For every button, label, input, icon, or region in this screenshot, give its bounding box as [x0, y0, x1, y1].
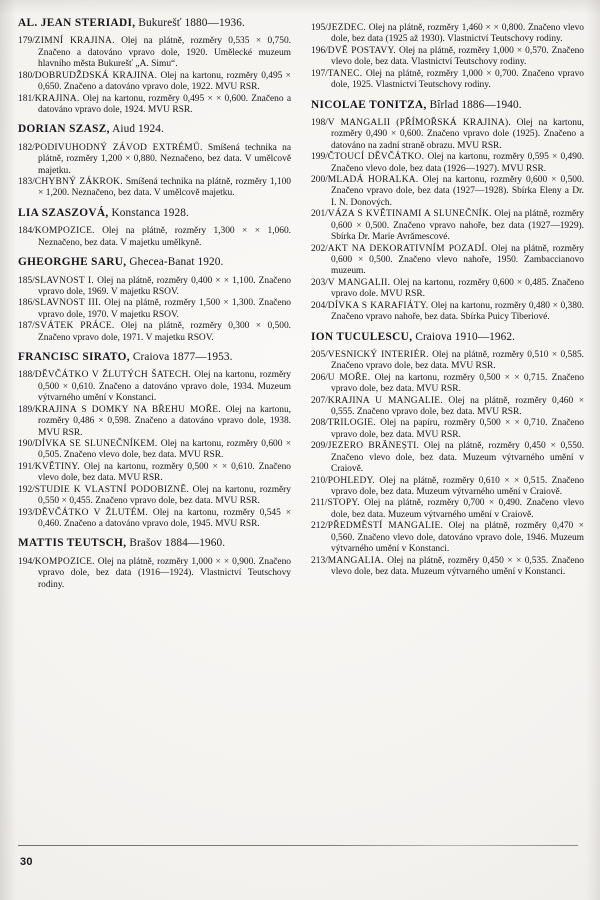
- artist-place-dates: Craiova 1877—1953.: [132, 351, 233, 364]
- entry-number: 207/: [311, 395, 328, 406]
- catalog-entry: [18, 508, 291, 531]
- entry-title: KRAJINA U MANGALIE.: [327, 395, 443, 406]
- entry-description: Olej na plátně, rozměry 1,500 × 1,300. Značeno vpravo dole, 1970. V majetku RSOV.: [38, 298, 292, 320]
- entry-title: DÍVKA SE SLUNEČNÍKEM.: [34, 439, 158, 449]
- entry-description: Olej na plátně, rozměry 1,000 × 0,700. Značeno vpravo dole, 1925. Vlastnictví Teutschovy rodiny.: [331, 68, 584, 91]
- entry-description: Olej na plátně, rozměry 0,400 × × 1,100. Značeno vpravo dole, 1969. V majetku RSOV.: [38, 275, 291, 297]
- catalog-entry: [18, 71, 291, 94]
- artist-group: [18, 256, 291, 344]
- entry-number: 206/: [311, 372, 328, 383]
- artist-heading: [18, 537, 291, 550]
- entry-title: ČTOUCÍ DĚVČÁTKO.: [327, 152, 425, 163]
- entry-number: 212/: [311, 521, 328, 532]
- entry-description: Olej na plátně, rozměry 0,600 × 0,500. Značeno vpravo nahoře, bez data (1927—1929). Sbírka Dr. Marie Avrămescové.: [331, 209, 585, 243]
- artist-place-dates: Aiud 1924.: [112, 123, 164, 136]
- entry-description: Olej na plátně, rozměry 0,470 × 0,560. Značeno vlevo dole, datováno vpravo dole, 1946. Muzeum výtvarného umění v Konstanci.: [331, 521, 584, 555]
- entry-number: 195/: [311, 23, 328, 33]
- entry-title: CHYBNÝ ZÁKROK.: [34, 177, 123, 188]
- artist-heading: [18, 17, 291, 30]
- entry-title: KOMPOZICE.: [34, 226, 95, 237]
- artist-heading: [18, 123, 291, 136]
- entry-description: Olej na kartonu, rozměry 0,500 × 0,610. Značeno a datováno vpravo dole, 1934. Muzeum výtvarného umění v Konstanci.: [38, 370, 291, 404]
- artist-group: [18, 537, 291, 591]
- catalog-entry: [311, 441, 584, 475]
- entry-title: PŘEDMĚSTÍ MANGALIE.: [327, 521, 444, 532]
- entry-number: 196/: [311, 45, 328, 56]
- entry-title: ZIMNÍ KRAJINA.: [34, 36, 115, 47]
- entry-number: 201/: [311, 209, 328, 220]
- scan-shadow-top: [0, 0, 600, 14]
- entry-number: 189/: [18, 404, 35, 415]
- catalog-entry: [18, 177, 291, 200]
- catalog-entry-list: [311, 23, 584, 92]
- entry-description: Olej na kartonu, rozměry 0,500 × × 0,715. Značeno vpravo dole, bez data. MVU RSR.: [331, 372, 584, 395]
- artist-place-dates: Bukurešť 1880—1936.: [138, 17, 245, 29]
- entry-title: MANGALIA.: [327, 555, 384, 566]
- entry-title: DVĚ POSTAVY.: [327, 45, 396, 56]
- artist-group: [18, 17, 291, 116]
- catalog-entry-list: [18, 557, 291, 591]
- entry-description: Olej na papíru, rozměry 0,500 × × 0,710. Značeno vpravo dole, bez data. MVU RSR.: [331, 418, 584, 440]
- entry-title: V MANGALII (PŘÍMOŘSKÁ KRAJINA).: [327, 117, 511, 128]
- entry-number: 198/: [311, 117, 328, 128]
- entry-description: Olej na kartonu, rozměry 0,495 × × 0,600. Značeno a datováno vpravo dole, 1924. MVU RSR.: [38, 93, 291, 115]
- catalog-entry: [311, 418, 584, 441]
- catalog-entry: [18, 94, 291, 117]
- scan-shadow-right: [586, 0, 600, 900]
- entry-description: Olej na plátně, rozměry 1,460 × × 0,800. Značeno vlevo dole, bez data (1925 až 1930). Vlastnictví Teutschovy rodiny.: [331, 23, 584, 45]
- artist-name: NICOLAE TONITZA,: [311, 98, 427, 111]
- entry-description: Olej na kartonu, rozměry 0,595 × 0,490. Značeno vlevo dole, bez data (1926—1927). MVU RSR.: [331, 152, 584, 174]
- artist-place-dates: Brašov 1884—1960.: [129, 537, 226, 550]
- entry-title: KVĚTINY.: [34, 461, 80, 472]
- catalog-entry: [18, 36, 291, 70]
- scan-shadow-left: [0, 0, 16, 900]
- artist-heading: [18, 207, 291, 220]
- entry-title: TANEC.: [327, 68, 363, 79]
- entry-title: DOBRUDŽDSKÁ KRAJINA.: [34, 70, 158, 81]
- entry-title: SLAVNOST III.: [34, 298, 102, 309]
- entry-number: 197/: [311, 68, 328, 79]
- entry-title: V MANGALII.: [327, 277, 391, 288]
- catalog-entry: [311, 476, 584, 499]
- entry-title: DÍVKA S KARAFIÁTY.: [327, 300, 429, 311]
- entry-number: 185/: [18, 275, 35, 286]
- entry-number: 213/: [311, 555, 328, 566]
- catalog-entry-list: [311, 118, 584, 324]
- entry-number: 182/: [18, 142, 35, 153]
- entry-description: Olej na plátně, rozměry 0,460 × 0,555. Značeno vpravo dole, bez data. MVU RSR.: [331, 395, 584, 418]
- artist-place-dates: Craiova 1910—1962.: [415, 330, 516, 343]
- artist-name: GHEORGHE SARU,: [18, 256, 127, 269]
- entry-title: SLAVNOST I.: [34, 275, 95, 286]
- catalog-entry: [311, 396, 584, 419]
- catalog-entry: [18, 298, 291, 321]
- artist-place-dates: Konstanca 1928.: [111, 206, 189, 219]
- artist-name: ION TUCULESCU,: [311, 330, 413, 343]
- entry-number: 210/: [311, 475, 328, 486]
- catalog-entry: [311, 46, 584, 69]
- entry-number: 205/: [311, 349, 328, 360]
- catalog-entry: [311, 350, 584, 373]
- entry-description: Olej na plátně, rozměry 1,300 × × 1,060. Neznačeno, bez data. V majetku umělkyně.: [38, 226, 291, 248]
- entry-description: Olej na plátně, rozměry 0,510 × 0,585. Značeno vpravo dole, bez data. MVU RSR.: [331, 349, 584, 372]
- artist-group: [18, 207, 291, 249]
- entry-description: Olej na plátně, rozměry 0,600 × 0,500. Značeno vlevo nahoře, 1950. Zambaccianovo muzeum.: [331, 243, 584, 277]
- catalog-entry: [18, 276, 291, 299]
- entry-number: 184/: [18, 226, 35, 237]
- entry-description: Olej na kartonu, rozměry 0,495 × 0,650. Značeno a datováno vpravo dole, 1922. MVU RSR.: [38, 70, 291, 93]
- artist-name: DORIAN SZASZ,: [18, 123, 110, 136]
- artist-heading: [311, 99, 584, 112]
- entry-number: 209/: [311, 441, 328, 452]
- entry-number: 179/: [18, 36, 35, 47]
- artist-group: [311, 331, 584, 579]
- catalog-entry: [18, 485, 291, 508]
- artist-name: LIA SZASZOVÁ,: [18, 206, 109, 219]
- entry-description: Olej na plátně, rozměry 0,700 × 0,490. Značeno vlevo dole, bez data. Muzeum výtvarného umění v Craiově.: [331, 498, 584, 520]
- catalog-entry-list: [18, 36, 291, 116]
- catalog-entry: [311, 69, 584, 92]
- catalog-entry: [18, 321, 291, 344]
- footer-divider: [18, 845, 578, 846]
- catalog-entry: [18, 405, 291, 439]
- catalog-entry: [18, 370, 291, 404]
- page-body: [18, 17, 584, 829]
- entry-number: 204/: [311, 300, 328, 311]
- catalog-entry: [311, 301, 584, 324]
- entry-number: 187/: [18, 321, 35, 332]
- artist-group: [18, 351, 291, 530]
- entry-title: KOMPOZICE.: [34, 556, 95, 567]
- entry-description: Olej na plátně, rozměry 0,450 × × 0,535. Značeno vlevo dole, bez data. Muzeum výtvarného umění v Konstanci.: [331, 555, 584, 577]
- entry-description: Olej na kartonu, rozměry 0,500 × × 0,610. Značeno vlevo dole, bez data. MVU RSR.: [38, 461, 291, 484]
- entry-number: 180/: [18, 70, 35, 81]
- entry-number: 211/: [311, 498, 328, 509]
- entry-description: Olej na kartonu, rozměry 0,600 × 0,485. Značeno vpravo dole. MVU RSR.: [331, 277, 585, 300]
- entry-number: 188/: [18, 370, 35, 381]
- entry-title: VÁZA S KVĚTINAMI A SLUNEČNÍK.: [327, 209, 492, 220]
- entry-description: Smíšená technika na plátně, rozměry 1,100 × 1,200. Neznačeno, bez data. V umělcově majetku.: [38, 177, 291, 199]
- entry-title: PODIVUHODNÝ ZÁVOD EXTRÉMŮ.: [34, 142, 203, 153]
- entry-description: Olej na plátně, rozměry 1,000 × × 0,900. Značeno vpravo dole, bez data (1916—1924). Vlastnictví Teutschovy rodiny.: [38, 556, 291, 590]
- catalog-entry: [311, 521, 584, 555]
- entry-title: DĚVČÁTKO V ŽLUTÝCH ŠATECH.: [34, 370, 192, 381]
- artist-name: AL. JEAN STERIADI,: [18, 17, 136, 29]
- entry-title: U MOŘE.: [327, 372, 371, 383]
- entry-title: KRAJINA.: [34, 93, 80, 104]
- entry-title: SVÁTEK PRÁCE.: [34, 321, 115, 332]
- catalog-entry-list: [18, 226, 291, 249]
- entry-title: VESNICKÝ INTERIÉR.: [327, 349, 429, 360]
- artist-group: [311, 99, 584, 324]
- entry-description: Olej na plátně, rozměry 1,000 × 0,570. Značeno vlevo dole, bez data. Vlastnictví Teutschovy rodiny.: [331, 45, 585, 68]
- catalog-entry: [311, 373, 584, 396]
- entry-number: 208/: [311, 418, 328, 429]
- catalog-entry-list: [18, 143, 291, 200]
- page-number: 30: [20, 856, 33, 868]
- entry-description: Olej na kartonu, rozměry 0,486 × 0,598. Značeno a datováno vpravo dole, 1938. MVU RSR.: [38, 404, 292, 438]
- catalog-entry: [18, 439, 291, 462]
- catalog-entry-list: [311, 350, 584, 578]
- entry-number: 190/: [18, 439, 35, 449]
- column-right: [311, 17, 584, 829]
- entry-title: DĚVČÁTKO V ŽLUTÉM.: [34, 507, 149, 518]
- artist-place-dates: Ghecea-Banat 1920.: [129, 256, 224, 269]
- entry-description: Olej na plátně, rozměry 0,610 × × 0,515. Značeno vpravo dole, bez data. Muzeum výtvarného umění v Craiově.: [331, 475, 584, 497]
- entry-title: KRAJINA S DOMKY NA BŘEHU MOŘE.: [34, 404, 221, 415]
- entry-description: Olej na plátně, rozměry 0,450 × 0,550. Značeno vlevo dole, bez data. Muzeum výtvarného umění v Craiově.: [331, 441, 584, 475]
- catalog-entry: [311, 244, 584, 278]
- catalog-entry: [311, 556, 584, 579]
- entry-description: Olej na kartonu, rozměry 0,545 × 0,460. Značeno a datováno vpravo dole, 1945. MVU RSR.: [38, 507, 291, 529]
- catalog-entry: [311, 498, 584, 521]
- artist-group: [18, 123, 291, 200]
- catalog-entry-list: [18, 276, 291, 345]
- entry-description: Smíšená technika na plátně, rozměry 1,200 × 0,880. Neznačeno, bez data. V umělcově majetku.: [38, 142, 291, 176]
- entry-number: 191/: [18, 461, 35, 472]
- entry-number: 202/: [311, 243, 328, 254]
- catalog-entry: [311, 152, 584, 175]
- entry-title: POHLEDY.: [327, 475, 375, 486]
- catalog-entry: [311, 175, 584, 209]
- entry-description: Olej na kartonu, rozměry 0,480 × 0,380. Značeno vpravo nahoře, bez data. Sbírka Puicy Tiberiové.: [331, 300, 584, 323]
- entry-title: MLADÁ HORALKA.: [327, 175, 419, 186]
- entry-title: TRILOGIE.: [327, 418, 376, 429]
- entry-title: JEZERO BRĂNEȘTI.: [327, 441, 420, 452]
- entry-title: STOPY.: [327, 498, 360, 509]
- catalog-entry: [311, 118, 584, 152]
- entry-number: 199/: [311, 152, 328, 163]
- entry-number: 203/: [311, 277, 328, 288]
- entry-number: 192/: [18, 484, 35, 495]
- artist-heading: [18, 351, 291, 364]
- catalog-entry: [311, 278, 584, 301]
- entry-description: Olej na kartonu, rozměry 0,550 × 0,455. Značeno vpravo dole, bez data. MVU RSR.: [38, 484, 292, 507]
- catalog-entry: [18, 143, 291, 177]
- entry-title: AKT NA DEKORATIVNÍM POZADÍ.: [327, 243, 488, 254]
- entry-number: 193/: [18, 507, 35, 518]
- catalog-entry: [18, 557, 291, 591]
- entry-number: 181/: [18, 93, 35, 104]
- entry-description: Olej na plátně, rozměry 0,300 × 0,500. Značeno vpravo dole, 1971. V majetku RSOV.: [38, 321, 291, 343]
- catalog-entry: [18, 462, 291, 485]
- entry-number: 200/: [311, 175, 328, 186]
- artist-heading: [311, 331, 584, 344]
- artist-place-dates: Bîrlad 1886—1940.: [429, 98, 522, 111]
- artist-group: [311, 23, 584, 92]
- entry-description: Olej na kartonu, rozměry 0,490 × 0,600. Značeno vpravo dole (1925). Značeno a datováno na zadní straně obrazu. MVU RSR.: [331, 117, 584, 151]
- catalog-entry: [311, 23, 584, 46]
- entry-title: JEZDEC.: [327, 23, 366, 33]
- entry-description: Olej na kartonu, rozměry 0,600 × 0,500. Značeno vpravo dole, bez data (1927—1928). Sbírka Eleny a Dr. I. N. Donových.: [331, 175, 585, 208]
- column-left: [18, 17, 291, 829]
- catalog-entry: [18, 226, 291, 249]
- entry-description: Olej na plátně, rozměry 0,535 × 0,750. Značeno a datováno vpravo dole, 1920. Umělecké muzeum hlavního města Bukurešť „A. Simu“.: [38, 36, 291, 70]
- artist-heading: [18, 256, 291, 269]
- artist-name: MATTIS TEUTSCH,: [18, 537, 127, 550]
- entry-title: STUDIE K VLASTNÍ PODOBIZNĚ.: [34, 484, 189, 495]
- entry-number: 186/: [18, 298, 35, 309]
- entry-number: 183/: [18, 177, 35, 188]
- catalog-entry-list: [18, 370, 291, 530]
- entry-number: 194/: [18, 556, 35, 567]
- artist-name: FRANCISC SIRATO,: [18, 351, 130, 364]
- catalog-entry: [311, 209, 584, 243]
- entry-description: Olej na kartonu, rozměry 0,600 × 0,505. Značeno vlevo dole, bez data. MVU RSR.: [38, 439, 291, 461]
